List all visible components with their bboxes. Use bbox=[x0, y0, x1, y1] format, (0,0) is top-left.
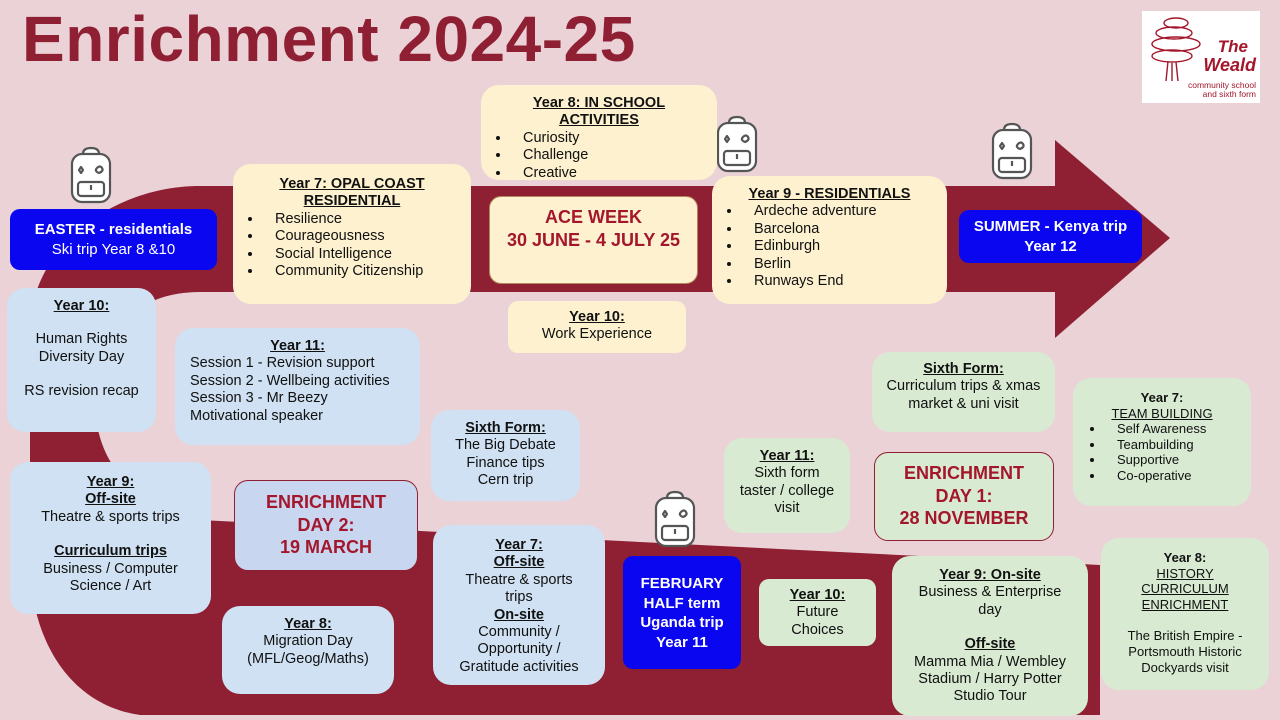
year7-opal-heading2: RESIDENTIAL bbox=[303, 193, 401, 210]
year10-human-rights-box bbox=[7, 288, 156, 432]
year9-onsite-line3: Mamma Mia / Wembley bbox=[913, 653, 1066, 670]
year11-taster-line3: visit bbox=[774, 500, 800, 517]
backpack-icon bbox=[67, 146, 115, 204]
february-uganda-box bbox=[623, 556, 741, 669]
enrichment-day1-box bbox=[874, 452, 1054, 541]
year8-migration-line1: Migration Day bbox=[263, 633, 353, 650]
year8-history-box bbox=[1101, 538, 1269, 690]
year11-session-line: Session 2 - Wellbeing activities bbox=[190, 372, 390, 389]
year10-work-heading: Year 10: bbox=[569, 309, 625, 325]
february-line1: FEBRUARY bbox=[640, 575, 724, 592]
ace-week-box bbox=[489, 196, 698, 284]
list-item: • Edinburgh bbox=[742, 238, 947, 255]
sixth-debate-line: Cern trip bbox=[477, 472, 534, 489]
year8-history-heading3: CURRICULUM bbox=[1141, 581, 1229, 597]
enr2-line3: 19 MARCH bbox=[279, 537, 372, 557]
enr1-line2: DAY 1: bbox=[935, 485, 993, 506]
year7-offsite-line4: Opportunity / bbox=[477, 641, 561, 658]
sixth-curriculum-heading: Sixth Form: bbox=[923, 361, 1004, 377]
year8-inschool-heading1: Year 8: IN SCHOOL bbox=[532, 95, 666, 111]
year9-onsite-line4: Stadium / Harry Potter bbox=[918, 670, 1062, 687]
year7-offsite-line2: trips bbox=[505, 589, 533, 606]
logo-text-the: The bbox=[1217, 37, 1248, 56]
logo-subtitle bbox=[1148, 81, 1256, 98]
enr1-line3: 28 NOVEMBER bbox=[899, 508, 1029, 528]
year11-session-line: Session 3 - Mr Beezy bbox=[190, 390, 328, 407]
backpack-icon bbox=[988, 122, 1036, 180]
year11-session-line: Session 1 - Revision support bbox=[190, 355, 375, 372]
sixth-debate-heading: Sixth Form: bbox=[465, 420, 546, 436]
year7-offsite-heading2: Off-site bbox=[493, 554, 545, 571]
year7-offsite-box bbox=[433, 525, 605, 685]
list-item: • Creative bbox=[511, 165, 717, 182]
logo-subtitle-line1: community school bbox=[1187, 80, 1256, 90]
year9-residentials-list bbox=[712, 203, 947, 290]
year11-taster-line1: Sixth form bbox=[754, 465, 820, 482]
logo-subtitle-line2: and sixth form bbox=[1202, 88, 1256, 99]
year8-inschool-heading2: ACTIVITIES bbox=[559, 112, 639, 129]
year9-offsite-heading2: Off-site bbox=[85, 491, 136, 508]
year9-offsite-box bbox=[10, 462, 211, 614]
year11-taster-line2: taster / college bbox=[739, 482, 835, 499]
enr1-line1: ENRICHMENT bbox=[904, 463, 1024, 483]
year8-history-heading2: HISTORY bbox=[1156, 565, 1214, 581]
backpack-icon bbox=[713, 115, 761, 173]
sixth-curriculum-line1: Curriculum trips & xmas bbox=[886, 378, 1041, 395]
list-item: • Courageousness bbox=[263, 228, 471, 245]
year9-onsite-box bbox=[892, 556, 1088, 716]
february-line3: Uganda trip bbox=[640, 614, 724, 631]
list-item: • Supportive bbox=[1105, 452, 1251, 468]
list-item: • Barcelona bbox=[742, 221, 947, 238]
year7-offsite-heading1: Year 7: bbox=[495, 537, 543, 553]
year11-sessions-heading: Year 11: bbox=[270, 338, 325, 354]
list-item: • Social Intelligence bbox=[263, 246, 471, 263]
easter-residentials-box bbox=[10, 209, 217, 270]
year10-hr-line3: RS revision recap bbox=[24, 383, 139, 400]
february-line2: HALF term bbox=[643, 594, 721, 612]
list-item: • Co-operative bbox=[1105, 468, 1251, 484]
sixth-debate-line: Finance tips bbox=[466, 454, 545, 471]
list-item: • Curiosity bbox=[511, 130, 717, 147]
school-logo bbox=[1142, 11, 1260, 103]
logo-text-weald: Weald bbox=[1203, 55, 1256, 75]
ace-week-title: ACE WEEK bbox=[544, 207, 642, 227]
list-item: • Berlin bbox=[742, 256, 947, 273]
year8-history-line1: The British Empire - bbox=[1127, 628, 1243, 644]
enr2-line1: ENRICHMENT bbox=[266, 492, 386, 512]
list-item: • Runways End bbox=[742, 273, 947, 290]
page-title: Enrichment 2024-25 bbox=[22, 3, 636, 75]
year11-sessions-box bbox=[175, 328, 420, 445]
list-item: • Community Citizenship bbox=[263, 263, 471, 280]
summer-subtitle: Year 12 bbox=[1024, 237, 1077, 255]
year7-team-heading1: Year 7: bbox=[1140, 390, 1184, 405]
year9-offsite-line2: Business / Computer bbox=[43, 560, 178, 577]
sixth-curriculum-line2: market & uni visit bbox=[908, 395, 1019, 412]
year7-team-building-box bbox=[1073, 378, 1251, 506]
year8-history-line3: Dockyards visit bbox=[1141, 659, 1229, 675]
year9-residentials-box bbox=[712, 176, 947, 304]
year10-hr-heading: Year 10: bbox=[53, 298, 110, 314]
year10-work-experience-box bbox=[508, 301, 686, 353]
february-line4: Year 11 bbox=[656, 633, 708, 651]
year7-offsite-line3: Community / bbox=[478, 623, 560, 640]
sixth-form-curriculum-box bbox=[872, 352, 1055, 432]
year8-history-heading4: ENRICHMENT bbox=[1141, 596, 1229, 612]
summer-title: SUMMER - Kenya trip bbox=[973, 218, 1128, 235]
year9-onsite-line5: Studio Tour bbox=[953, 688, 1027, 705]
summer-kenya-box bbox=[959, 210, 1142, 263]
list-item: • Teambuilding bbox=[1105, 437, 1251, 453]
backpack-icon bbox=[651, 490, 699, 548]
year7-opal-coast-box bbox=[233, 164, 471, 304]
year10-future-heading: Year 10: bbox=[789, 587, 846, 603]
sixth-form-debate-box bbox=[431, 410, 580, 501]
year7-opal-heading1: Year 7: OPAL COAST bbox=[279, 176, 425, 192]
year7-offsite-line5: Gratitude activities bbox=[459, 658, 579, 675]
year9-offsite-line1: Theatre & sports trips bbox=[41, 508, 180, 525]
year9-residentials-heading: Year 9 - RESIDENTIALS bbox=[748, 186, 911, 202]
year8-in-school-box bbox=[481, 85, 717, 180]
year9-offsite-line3: Science / Art bbox=[69, 577, 152, 594]
year8-history-line2: Portsmouth Historic bbox=[1128, 643, 1242, 659]
year8-inschool-list bbox=[481, 130, 717, 182]
year9-onsite-heading2: Off-site bbox=[964, 636, 1016, 653]
easter-subtitle: Ski trip Year 8 &10 bbox=[51, 240, 176, 258]
year10-future-line2: Choices bbox=[791, 621, 844, 638]
year11-sixth-taster-box bbox=[724, 438, 850, 533]
easter-title: EASTER - residentials bbox=[34, 221, 193, 238]
year7-opal-list bbox=[233, 211, 471, 281]
list-item: • Self Awareness bbox=[1105, 421, 1251, 437]
year8-migration-box bbox=[222, 606, 394, 694]
year9-offsite-heading1: Year 9: bbox=[86, 474, 135, 490]
year9-onsite-heading1: Year 9: On-site bbox=[939, 567, 1041, 583]
year9-offsite-heading3: Curriculum trips bbox=[54, 543, 167, 560]
year10-hr-line1: Human Rights bbox=[35, 331, 128, 348]
list-item: • Challenge bbox=[511, 147, 717, 164]
year9-onsite-line2: day bbox=[978, 601, 1002, 618]
year7-team-list bbox=[1073, 421, 1251, 483]
year10-work-text: Work Experience bbox=[541, 326, 653, 343]
list-item: • Resilience bbox=[263, 211, 471, 228]
year10-hr-line2: Diversity Day bbox=[38, 348, 125, 365]
year8-history-heading1: Year 8: bbox=[1163, 550, 1207, 565]
enrichment-day2-box bbox=[234, 480, 418, 571]
year9-onsite-line1: Business & Enterprise bbox=[918, 584, 1062, 601]
year10-future-choices-box bbox=[759, 579, 876, 646]
enr2-line2: DAY 2: bbox=[297, 514, 355, 535]
sixth-debate-line: The Big Debate bbox=[455, 437, 556, 454]
year8-migration-line2: (MFL/Geog/Maths) bbox=[247, 650, 369, 667]
year8-migration-heading: Year 8: bbox=[284, 616, 332, 632]
year10-future-line1: Future bbox=[796, 604, 839, 621]
year11-session-line: Motivational speaker bbox=[190, 407, 323, 424]
year7-offsite-line1: Theatre & sports bbox=[465, 571, 573, 588]
list-item: • Ardeche adventure bbox=[742, 203, 947, 220]
year11-taster-heading: Year 11: bbox=[759, 448, 815, 464]
year7-offsite-heading3: On-site bbox=[494, 606, 544, 623]
year7-team-heading2: TEAM BUILDING bbox=[1111, 405, 1213, 421]
ace-week-dates: 30 JUNE - 4 JULY 25 bbox=[506, 230, 681, 251]
